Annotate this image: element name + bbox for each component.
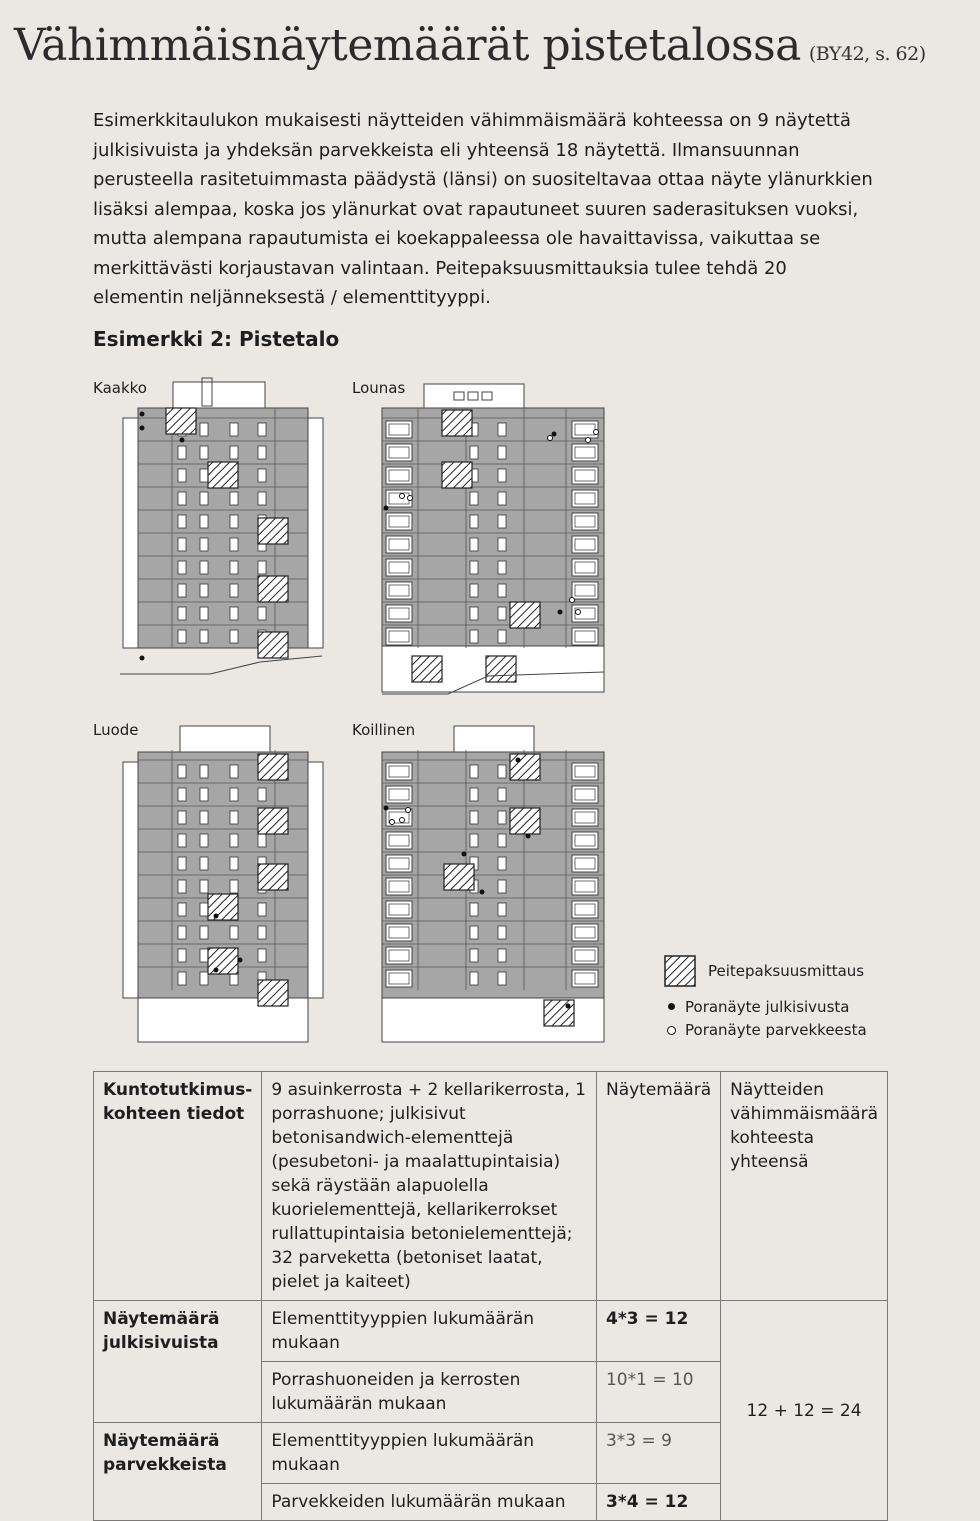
window — [178, 765, 186, 778]
window — [258, 607, 266, 620]
balcony — [572, 901, 598, 918]
hatch-mark — [510, 808, 540, 834]
hatch-mark — [442, 410, 472, 436]
description-cell: 9 asuinkerrosta + 2 kellarikerrosta, 1 porrashuone; julkisivut betonisandwich-elementtejä (pesubetoni- ja maalattupintaisia) sekä räystään alapuolella kuorielementtejä, kellarikerrokset rullattupintaisia betonielementtejä; 32 parveketta (betoniset laatat, pielet ja kaiteet) — [262, 1072, 597, 1301]
balcony — [386, 513, 412, 530]
window — [498, 834, 506, 847]
balcony — [386, 536, 412, 553]
facade-row-1-label: Elementtityyppien lukumäärän mukaan — [262, 1301, 597, 1362]
window — [178, 469, 186, 482]
balcony-sample-dot — [390, 820, 395, 825]
balcony — [572, 855, 598, 872]
facade-label-cell: Näytemäärä julkisivuista — [94, 1301, 262, 1423]
hatch-mark — [258, 518, 288, 544]
facade-drawing-luode — [120, 724, 330, 1044]
window — [498, 811, 506, 824]
balcony — [572, 421, 598, 438]
balcony-sample-dot — [576, 610, 581, 615]
intro-paragraph: Esimerkkitaulukon mukaisesti näytteiden vähimmäismäärä kohteessa on 9 näytettä julkisivuista ja yhdeksän parvekkeista eli yhteensä 18 näytettä. Ilmansuunnan perusteella rasitetuimmasta päädystä (länsi) on suositeltavaa ottaa näyte ylänurkkien lisäksi alempaa, koska jos ylänurkat ovat rapautuneet suuren saderasituksen vuoksi, mutta alempana rapautumista ei koekappaleessa ole havaittavissa, vaikuttaa se merkittävästi korjaustavan valintaan. Peitepaksuusmittauksia tulee tehdä 20 elementin neljänneksestä / elementtityyppi. — [93, 110, 873, 308]
window — [200, 903, 208, 916]
window — [498, 492, 506, 505]
balcony-sample-dot — [408, 496, 413, 501]
balcony — [386, 947, 412, 964]
window — [178, 811, 186, 824]
window — [230, 857, 238, 870]
balcony — [572, 582, 598, 599]
balcony-sample-dot — [594, 430, 599, 435]
col-samples-header: Näytemäärä — [596, 1072, 720, 1301]
window — [230, 811, 238, 824]
window — [258, 926, 266, 939]
window — [470, 972, 478, 985]
window — [498, 765, 506, 778]
hatch-mark — [544, 1000, 574, 1026]
hatch-mark — [442, 462, 472, 488]
window — [258, 561, 266, 574]
intro-text — [93, 106, 883, 313]
window — [178, 903, 186, 916]
legend-open-label: Poranäyte parvekkeesta — [685, 1021, 867, 1039]
core-sample-dot — [384, 506, 389, 511]
balcony-sample-dot — [548, 436, 553, 441]
window — [498, 446, 506, 459]
window — [178, 584, 186, 597]
window — [470, 584, 478, 597]
balcony — [386, 421, 412, 438]
hatch-mark — [444, 864, 474, 890]
hatch-mark — [208, 894, 238, 920]
facade-label-koillinen: Koillinen — [352, 721, 416, 739]
balcony — [572, 536, 598, 553]
balcony — [386, 924, 412, 941]
balcony-row-2-label: Parvekkeiden lukumäärän mukaan — [262, 1484, 597, 1521]
balcony — [572, 970, 598, 987]
hatch-mark — [258, 980, 288, 1006]
balcony — [572, 947, 598, 964]
window — [470, 607, 478, 620]
window — [498, 949, 506, 962]
facade-label-lounas: Lounas — [352, 379, 406, 397]
balcony — [386, 628, 412, 645]
table-row — [94, 1301, 888, 1362]
core-sample-dot — [558, 610, 563, 615]
balcony — [386, 582, 412, 599]
window — [200, 561, 208, 574]
balcony — [572, 628, 598, 645]
window — [200, 630, 208, 643]
balcony — [572, 513, 598, 530]
balcony — [572, 559, 598, 576]
hatch-mark — [258, 808, 288, 834]
window — [470, 788, 478, 801]
facade-label-kaakko: Kaakko — [93, 379, 147, 397]
window — [258, 834, 266, 847]
window — [178, 972, 186, 985]
window — [178, 834, 186, 847]
window — [200, 584, 208, 597]
balcony — [572, 444, 598, 461]
window — [498, 538, 506, 551]
col-total-header: Näytteiden vähimmäismäärä kohteesta yhteensä — [721, 1072, 888, 1301]
core-sample-dot — [384, 806, 389, 811]
facade-drawing-lounas — [378, 376, 608, 706]
window — [178, 880, 186, 893]
balcony-row-2-value: 3*4 = 12 — [596, 1484, 720, 1521]
balcony-sample-dot — [406, 808, 411, 813]
window — [470, 492, 478, 505]
window — [200, 880, 208, 893]
window — [178, 538, 186, 551]
window — [470, 811, 478, 824]
window — [178, 630, 186, 643]
window — [470, 834, 478, 847]
balcony-row-1-value: 3*3 = 9 — [596, 1423, 720, 1484]
window — [230, 492, 238, 505]
core-sample-dot — [140, 426, 145, 431]
facade-row-2-value: 10*1 = 10 — [596, 1362, 720, 1423]
window — [470, 630, 478, 643]
window — [498, 423, 506, 436]
window — [230, 834, 238, 847]
window — [470, 561, 478, 574]
balcony-row-1-label: Elementtityyppien lukumäärän mukaan — [262, 1423, 597, 1484]
table-row — [94, 1072, 888, 1301]
balcony — [386, 786, 412, 803]
balcony — [386, 855, 412, 872]
balcony — [386, 970, 412, 987]
hatch-mark — [258, 576, 288, 602]
window — [200, 765, 208, 778]
balcony-label-cell: Näytemäärä parvekkeista — [94, 1423, 262, 1521]
hatch-mark — [486, 656, 516, 682]
window — [178, 788, 186, 801]
window — [178, 446, 186, 459]
facade-drawing-kaakko — [120, 376, 330, 676]
core-sample-dot — [140, 412, 145, 417]
window — [498, 857, 506, 870]
window — [200, 788, 208, 801]
window — [230, 630, 238, 643]
window — [498, 607, 506, 620]
window — [200, 538, 208, 551]
legend-hatch-label: Peitepaksuusmittaus — [708, 962, 865, 980]
window — [258, 469, 266, 482]
core-sample-dot — [214, 968, 219, 973]
core-sample-dot — [214, 914, 219, 919]
core-sample-dot — [566, 1004, 571, 1009]
window — [178, 515, 186, 528]
window — [470, 538, 478, 551]
window — [258, 492, 266, 505]
window — [178, 607, 186, 620]
window — [178, 949, 186, 962]
window — [498, 926, 506, 939]
window — [498, 469, 506, 482]
open-dot-icon — [667, 1026, 676, 1035]
window — [230, 446, 238, 459]
legend-filled-label: Poranäyte julkisivusta — [685, 998, 850, 1016]
window — [200, 423, 208, 436]
window — [258, 446, 266, 459]
hatch-mark — [412, 656, 442, 682]
balcony — [572, 924, 598, 941]
sample-table — [93, 1071, 888, 1521]
balcony — [572, 832, 598, 849]
hatch-mark — [258, 864, 288, 890]
window — [498, 972, 506, 985]
window — [470, 949, 478, 962]
window — [498, 630, 506, 643]
facade-drawing-koillinen — [378, 724, 608, 1044]
header-label-cell: Kuntotutkimus-kohteen tiedot — [94, 1072, 262, 1301]
window — [498, 880, 506, 893]
total-cell: 12 + 12 = 24 — [721, 1301, 888, 1521]
window — [178, 492, 186, 505]
window — [258, 949, 266, 962]
balcony-sample-dot — [586, 438, 591, 443]
facade-label-luode: Luode — [93, 721, 139, 739]
core-sample-dot — [552, 432, 557, 437]
window — [470, 515, 478, 528]
page-title — [14, 20, 926, 71]
balcony — [386, 467, 412, 484]
window — [200, 492, 208, 505]
core-sample-dot — [180, 438, 185, 443]
window — [200, 949, 208, 962]
hatch-mark — [510, 602, 540, 628]
balcony — [386, 559, 412, 576]
window — [230, 788, 238, 801]
window — [230, 607, 238, 620]
window — [470, 926, 478, 939]
window — [470, 446, 478, 459]
window — [230, 584, 238, 597]
window — [200, 607, 208, 620]
example-heading: Esimerkki 2: Pistetalo — [93, 327, 340, 351]
facade-row-1-value: 4*3 = 12 — [596, 1301, 720, 1362]
balcony — [572, 490, 598, 507]
window — [498, 903, 506, 916]
core-sample-dot — [140, 656, 145, 661]
hatch-swatch-icon — [664, 955, 696, 987]
window — [258, 903, 266, 916]
window — [230, 880, 238, 893]
balcony — [386, 832, 412, 849]
window — [498, 584, 506, 597]
window — [200, 469, 208, 482]
title-text: Vähimmäisnäytemäärät pistetalossa — [14, 20, 801, 71]
balcony — [386, 878, 412, 895]
hatch-mark — [208, 462, 238, 488]
window — [178, 561, 186, 574]
balcony — [572, 786, 598, 803]
window — [200, 857, 208, 870]
filled-dot-icon — [668, 1003, 675, 1010]
window — [470, 765, 478, 778]
core-sample-dot — [462, 852, 467, 857]
window — [230, 423, 238, 436]
title-source: (BY42, s. 62) — [808, 43, 926, 65]
balcony — [572, 763, 598, 780]
window — [230, 538, 238, 551]
window — [258, 788, 266, 801]
window — [200, 926, 208, 939]
hatch-mark — [208, 948, 238, 974]
window — [230, 765, 238, 778]
window — [230, 561, 238, 574]
balcony — [386, 605, 412, 622]
window — [498, 788, 506, 801]
balcony — [386, 763, 412, 780]
window — [498, 515, 506, 528]
window — [200, 834, 208, 847]
window — [200, 972, 208, 985]
balcony-sample-dot — [400, 818, 405, 823]
core-sample-dot — [516, 758, 521, 763]
window — [178, 857, 186, 870]
facade-row-2-label: Porrashuoneiden ja kerrosten lukumäärän mukaan — [262, 1362, 597, 1423]
core-sample-dot — [480, 890, 485, 895]
window — [200, 446, 208, 459]
balcony-sample-dot — [570, 598, 575, 603]
core-sample-dot — [526, 834, 531, 839]
hatch-mark — [510, 754, 540, 780]
balcony — [572, 878, 598, 895]
balcony-sample-dot — [400, 494, 405, 499]
window — [230, 926, 238, 939]
hatch-mark — [258, 754, 288, 780]
window — [200, 515, 208, 528]
core-sample-dot — [238, 958, 243, 963]
window — [470, 903, 478, 916]
balcony — [386, 444, 412, 461]
window — [230, 515, 238, 528]
window — [498, 561, 506, 574]
hatch-mark — [258, 632, 288, 658]
window — [258, 423, 266, 436]
window — [178, 926, 186, 939]
balcony — [572, 809, 598, 826]
window — [200, 811, 208, 824]
hatch-mark — [166, 408, 196, 434]
balcony — [572, 467, 598, 484]
balcony — [386, 901, 412, 918]
